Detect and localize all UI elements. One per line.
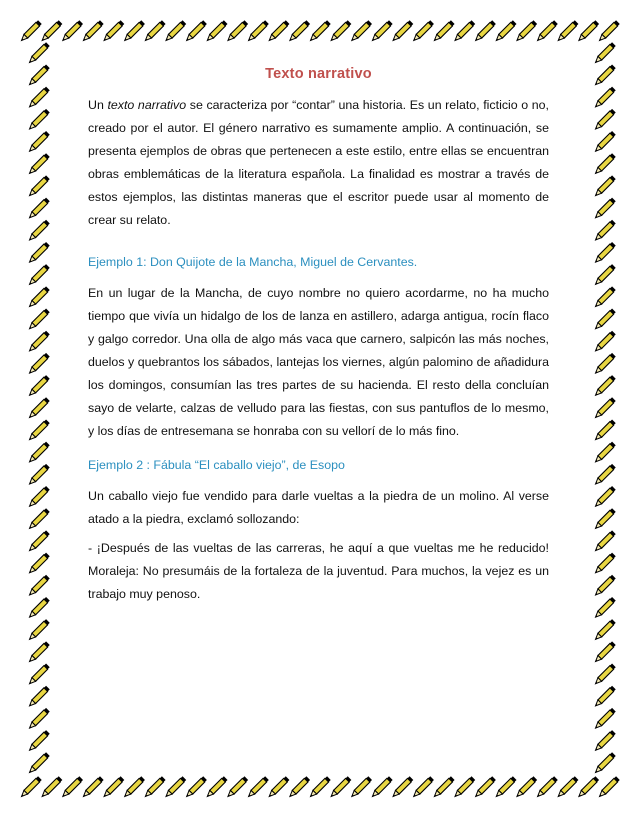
pencil-icon: [593, 575, 615, 597]
pencil-icon: [350, 776, 372, 798]
pencil-icon: [27, 464, 49, 486]
pencil-icon: [593, 309, 615, 331]
pencil-icon: [308, 20, 330, 42]
pencil-icon: [27, 286, 49, 308]
intro-italic-term: texto narrativo: [107, 98, 187, 112]
pencil-icon: [102, 776, 124, 798]
pencil-icon: [19, 20, 41, 42]
pencil-icon: [27, 419, 49, 441]
pencil-icon: [593, 64, 615, 86]
pencil-icon: [267, 776, 289, 798]
pencil-icon: [27, 87, 49, 109]
pencil-icon: [556, 776, 578, 798]
pencil-icon: [19, 776, 41, 798]
pencil-icon: [164, 776, 186, 798]
pencil-icon: [593, 508, 615, 530]
pencil-border-top: [18, 12, 620, 52]
pencil-icon: [556, 20, 578, 42]
pencil-icon: [593, 419, 615, 441]
pencil-icon: [593, 353, 615, 375]
pencil-icon: [27, 42, 49, 64]
pencil-icon: [593, 109, 615, 131]
page-title: Texto narrativo: [265, 66, 372, 82]
pencil-icon: [27, 575, 49, 597]
pencil-icon: [370, 776, 392, 798]
pencil-border-right: [584, 42, 624, 776]
pencil-icon: [515, 20, 537, 42]
pencil-icon: [593, 486, 615, 508]
pencil-icon: [288, 20, 310, 42]
pencil-icon: [123, 20, 145, 42]
pencil-icon: [27, 153, 49, 175]
pencil-icon: [226, 20, 248, 42]
pencil-icon: [593, 87, 615, 109]
pencil-icon: [81, 776, 103, 798]
pencil-icon: [184, 776, 206, 798]
pencil-icon: [27, 331, 49, 353]
pencil-icon: [593, 153, 615, 175]
pencil-icon: [81, 20, 103, 42]
intro-lead: Un: [88, 98, 104, 112]
pencil-icon: [329, 20, 351, 42]
pencil-icon: [329, 776, 351, 798]
pencil-icon: [61, 20, 83, 42]
pencil-icon: [246, 20, 268, 42]
pencil-icon: [370, 20, 392, 42]
pencil-icon: [593, 242, 615, 264]
pencil-row-bottom: [18, 768, 620, 808]
document-body: [88, 66, 549, 606]
pencil-icon: [597, 20, 619, 42]
pencil-icon: [515, 776, 537, 798]
pencil-icon: [308, 776, 330, 798]
pencil-icon: [593, 664, 615, 686]
pencil-icon: [27, 242, 49, 264]
pencil-border-bottom: [18, 768, 620, 808]
pencil-column-left: [18, 42, 58, 776]
pencil-border-left: [18, 42, 58, 776]
example-2-text-1: Un caballo viejo fue vendido para darle vueltas a la piedra de un molino. Al verse atado a la piedra, exclamó sollozando:: [88, 489, 549, 526]
pencil-icon: [40, 20, 62, 42]
pencil-icon: [27, 486, 49, 508]
pencil-icon: [27, 442, 49, 464]
pencil-icon: [27, 708, 49, 730]
pencil-icon: [27, 175, 49, 197]
pencil-icon: [391, 20, 413, 42]
pencil-icon: [597, 776, 619, 798]
pencil-icon: [593, 730, 615, 752]
pencil-icon: [184, 20, 206, 42]
example-2-text-2: - ¡Después de las vueltas de las carreras, he aquí a que vueltas me he reducido! Moraleja: No presumáis de la fortaleza de la juventud. Para muchos, la vejez es un trabajo muy penoso.: [88, 541, 549, 601]
pencil-icon: [40, 776, 62, 798]
pencil-icon: [27, 730, 49, 752]
pencil-icon: [593, 220, 615, 242]
pencil-icon: [593, 375, 615, 397]
pencil-icon: [143, 20, 165, 42]
pencil-icon: [412, 20, 434, 42]
pencil-icon: [288, 776, 310, 798]
pencil-icon: [453, 20, 475, 42]
intro-rest: se caracteriza por “contar” una historia. Es un relato, ficticio o no, creado por el autor. El género narrativo es sumamente amplio. A continuación, se presenta ejemplos de obras que pertenecen a este estilo, entre ellas se encuentran obras emblemáticas de la literatura española. La finalidad es mostrar a través de estos ejemplos, las distintas maneras que el escritor puede usar al momento de crear su relato.: [88, 98, 549, 227]
pencil-icon: [27, 220, 49, 242]
pencil-icon: [473, 20, 495, 42]
pencil-icon: [61, 776, 83, 798]
pencil-icon: [164, 20, 186, 42]
pencil-icon: [593, 131, 615, 153]
pencil-icon: [143, 776, 165, 798]
pencil-icon: [391, 776, 413, 798]
example-1-text: En un lugar de la Mancha, de cuyo nombre no quiero acordarme, no ha mucho tiempo que vivía un hidalgo de los de lanza en astillero, adarga antigua, rocín flaco y galgo corredor. Una olla de algo más vaca que carnero, salpicón las más noches, duelos y quebrantos los sábados, lantejas los viernes, algún palomino de añadidura los domingos, consumían las tres partes de su hacienda. El resto della concluían sayo de velarte, calzas de velludo para las fiestas, con sus pantuflos de lo mesmo, y los días de entresemana se honraba con su vellorí de lo más fino.: [88, 286, 549, 438]
pencil-icon: [593, 442, 615, 464]
pencil-icon: [593, 331, 615, 353]
pencil-icon: [350, 20, 372, 42]
pencil-icon: [27, 619, 49, 641]
pencil-icon: [246, 776, 268, 798]
pencil-icon: [27, 198, 49, 220]
pencil-icon: [102, 20, 124, 42]
pencil-icon: [593, 597, 615, 619]
pencil-icon: [27, 264, 49, 286]
pencil-icon: [432, 776, 454, 798]
example-2-heading: Ejemplo 2 : Fábula “El caballo viejo”, de Esopo: [88, 458, 345, 472]
pencil-icon: [494, 20, 516, 42]
pencil-icon: [593, 708, 615, 730]
pencil-icon: [593, 752, 615, 774]
pencil-icon: [27, 309, 49, 331]
pencil-icon: [27, 752, 49, 774]
pencil-icon: [593, 553, 615, 575]
pencil-icon: [27, 686, 49, 708]
pencil-icon: [593, 530, 615, 552]
pencil-icon: [123, 776, 145, 798]
pencil-row-top: [18, 12, 620, 52]
pencil-icon: [27, 664, 49, 686]
pencil-icon: [593, 42, 615, 64]
pencil-icon: [593, 286, 615, 308]
pencil-icon: [27, 131, 49, 153]
pencil-column-right: [584, 42, 624, 776]
pencil-icon: [205, 20, 227, 42]
pencil-icon: [593, 264, 615, 286]
pencil-icon: [27, 353, 49, 375]
pencil-icon: [27, 109, 49, 131]
pencil-icon: [267, 20, 289, 42]
pencil-icon: [593, 175, 615, 197]
pencil-icon: [577, 776, 599, 798]
intro-paragraph: [88, 94, 549, 232]
pencil-icon: [412, 776, 434, 798]
pencil-icon: [535, 20, 557, 42]
pencil-icon: [453, 776, 475, 798]
pencil-icon: [27, 508, 49, 530]
pencil-icon: [577, 20, 599, 42]
pencil-icon: [205, 776, 227, 798]
pencil-icon: [593, 686, 615, 708]
pencil-icon: [473, 776, 495, 798]
pencil-icon: [27, 64, 49, 86]
example-1-heading: Ejemplo 1: Don Quijote de la Mancha, Miguel de Cervantes.: [88, 255, 418, 269]
pencil-icon: [593, 397, 615, 419]
pencil-icon: [27, 641, 49, 663]
pencil-icon: [27, 375, 49, 397]
pencil-icon: [27, 530, 49, 552]
pencil-icon: [494, 776, 516, 798]
pencil-icon: [593, 198, 615, 220]
pencil-icon: [226, 776, 248, 798]
pencil-icon: [535, 776, 557, 798]
pencil-icon: [27, 597, 49, 619]
pencil-icon: [432, 20, 454, 42]
pencil-icon: [27, 553, 49, 575]
pencil-icon: [593, 619, 615, 641]
pencil-icon: [593, 464, 615, 486]
pencil-icon: [27, 397, 49, 419]
pencil-icon: [593, 641, 615, 663]
